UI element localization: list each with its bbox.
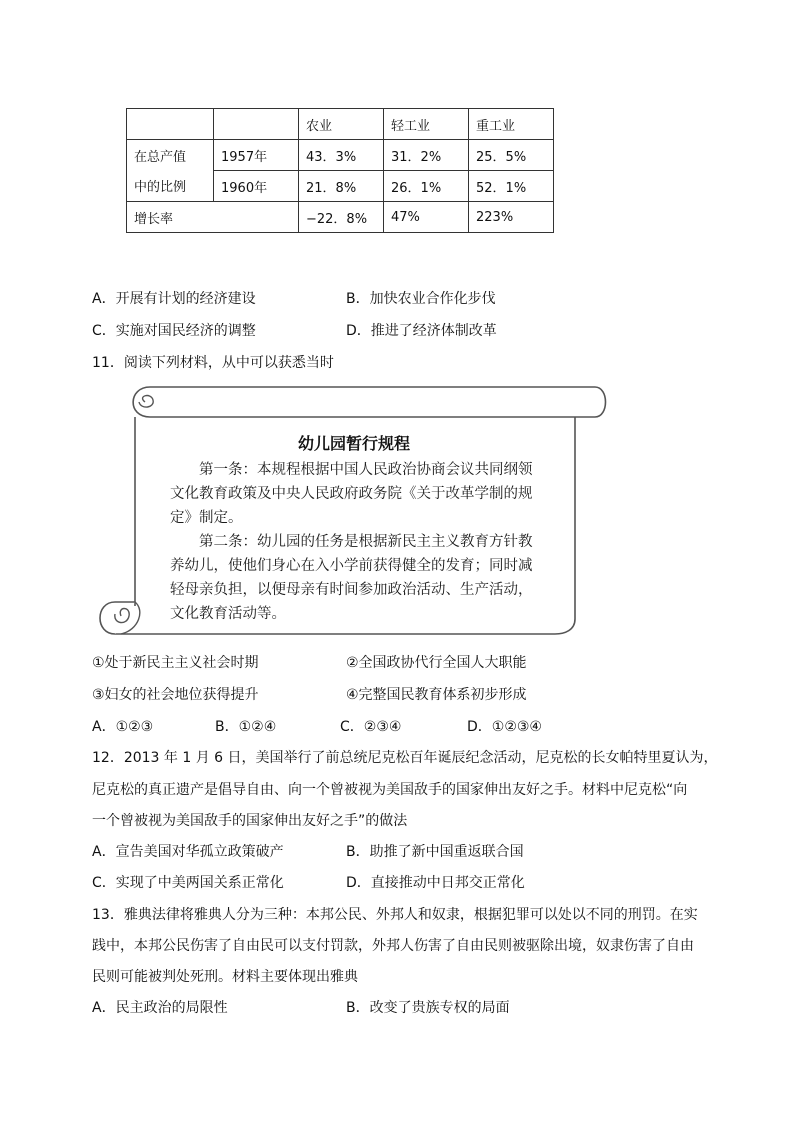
q11-item-4: ④完整国民教育体系初步形成 (346, 687, 527, 703)
table-cell: 31．2% (384, 140, 469, 171)
table-header-row (127, 109, 554, 140)
q13-stem-line: 13．雅典法律将雅典人分为三种：本邦公民、外邦人和奴隶，根据犯罪可以处以不同的刑罚。在实 (92, 907, 698, 923)
statistics-table (126, 108, 554, 233)
table-cell: 52．1% (469, 171, 554, 202)
q13-stem-line: 践中，本邦公民伤害了自由民可以支付罚款，外邦人伤害了自由民则被驱除出境，奴隶伤害了自由 (92, 938, 694, 954)
q13-option-b[interactable]: B．改变了贵族专权的局面 (346, 1000, 510, 1016)
scroll-line: 文化教育政策及中央人民政府政务院《关于改革学制的规 (170, 486, 533, 502)
scroll-title: 幼儿园暂行规程 (298, 434, 411, 453)
year-cell: 1960年 (214, 171, 299, 202)
scroll-line: 文化教育活动等。 (170, 606, 286, 622)
table-cell: 21．8% (299, 171, 384, 202)
table-cell: 25．5% (469, 140, 554, 171)
q12-stem-line: 一个曾被视为美国敌手的国家伸出友好之手”的做法 (92, 813, 408, 829)
table-cell: 47% (384, 202, 469, 233)
table-header-heavy: 重工业 (469, 109, 554, 140)
table-cell: 43．3% (299, 140, 384, 171)
q10-option-c[interactable]: C．实施对国民经济的调整 (92, 323, 256, 339)
q11-stem: 11．阅读下列材料，从中可以获悉当时 (92, 355, 334, 371)
table-row-1960 (127, 171, 554, 202)
year-cell: 1957年 (214, 140, 299, 171)
q12-stem-line: 12．2013 年 1 月 6 日，美国举行了前总统尼克松百年诞辰纪念活动，尼克松的长女帕特里夏认为， (92, 750, 718, 766)
table-header-agri: 农业 (299, 109, 384, 140)
q12-option-b[interactable]: B．助推了新中国重返联合国 (346, 844, 524, 860)
q10-option-a[interactable]: A．开展有计划的经济建设 (92, 291, 256, 307)
scroll-line: 第二条：幼儿园的任务是根据新民主主义教育方针教 (170, 534, 533, 550)
q11-item-1: ①处于新民主主义社会时期 (92, 655, 259, 671)
q13-option-a[interactable]: A．民主政治的局限性 (92, 1000, 228, 1016)
scroll-line: 第一条：本规程根据中国人民政治协商会议共同纲领 (170, 462, 533, 478)
table-row-1957 (127, 140, 554, 171)
row-label-line2: 中的比例 (127, 171, 214, 202)
q10-option-b[interactable]: B．加快农业合作化步伐 (346, 291, 496, 307)
table-row-growth (127, 202, 554, 233)
q12-option-d[interactable]: D．直接推动中日邦交正常化 (346, 875, 525, 891)
q13-stem-line: 民则可能被判处死刑。材料主要体现出雅典 (92, 969, 358, 985)
table-cell: −22．8% (299, 202, 384, 233)
table-header-cell (214, 109, 299, 140)
scroll-line: 养幼儿，使他们身心在入小学前获得健全的发育；同时减 (170, 558, 533, 574)
q11-option-d[interactable]: D．①②③④ (467, 719, 542, 735)
table-cell: 26．1% (384, 171, 469, 202)
row-label-line1: 在总产值 (127, 140, 214, 171)
q10-option-d[interactable]: D．推进了经济体制改革 (346, 323, 497, 339)
q11-item-2: ②全国政协代行全国人大职能 (346, 655, 527, 671)
q11-option-b[interactable]: B．①②④ (215, 719, 277, 735)
table-header-cell (127, 109, 214, 140)
scroll-line: 定》制定。 (170, 510, 243, 526)
table-cell: 223% (469, 202, 554, 233)
q12-option-c[interactable]: C．实现了中美两国关系正常化 (92, 875, 284, 891)
q11-item-3: ③妇女的社会地位获得提升 (92, 687, 259, 703)
q11-option-c[interactable]: C．②③④ (340, 719, 402, 735)
q12-option-a[interactable]: A．宣告美国对华孤立政策破产 (92, 844, 284, 860)
scroll-line: 轻母亲负担，以便母亲有时间参加政治活动、生产活动， (170, 582, 533, 598)
table-header-light: 轻工业 (384, 109, 469, 140)
q12-stem-line: 尼克松的真正遗产是倡导自由、向一个曾被视为美国敌手的国家伸出友好之手。材料中尼克松“向 (92, 782, 688, 798)
growth-label: 增长率 (127, 202, 299, 233)
q11-option-a[interactable]: A．①②③ (92, 719, 154, 735)
